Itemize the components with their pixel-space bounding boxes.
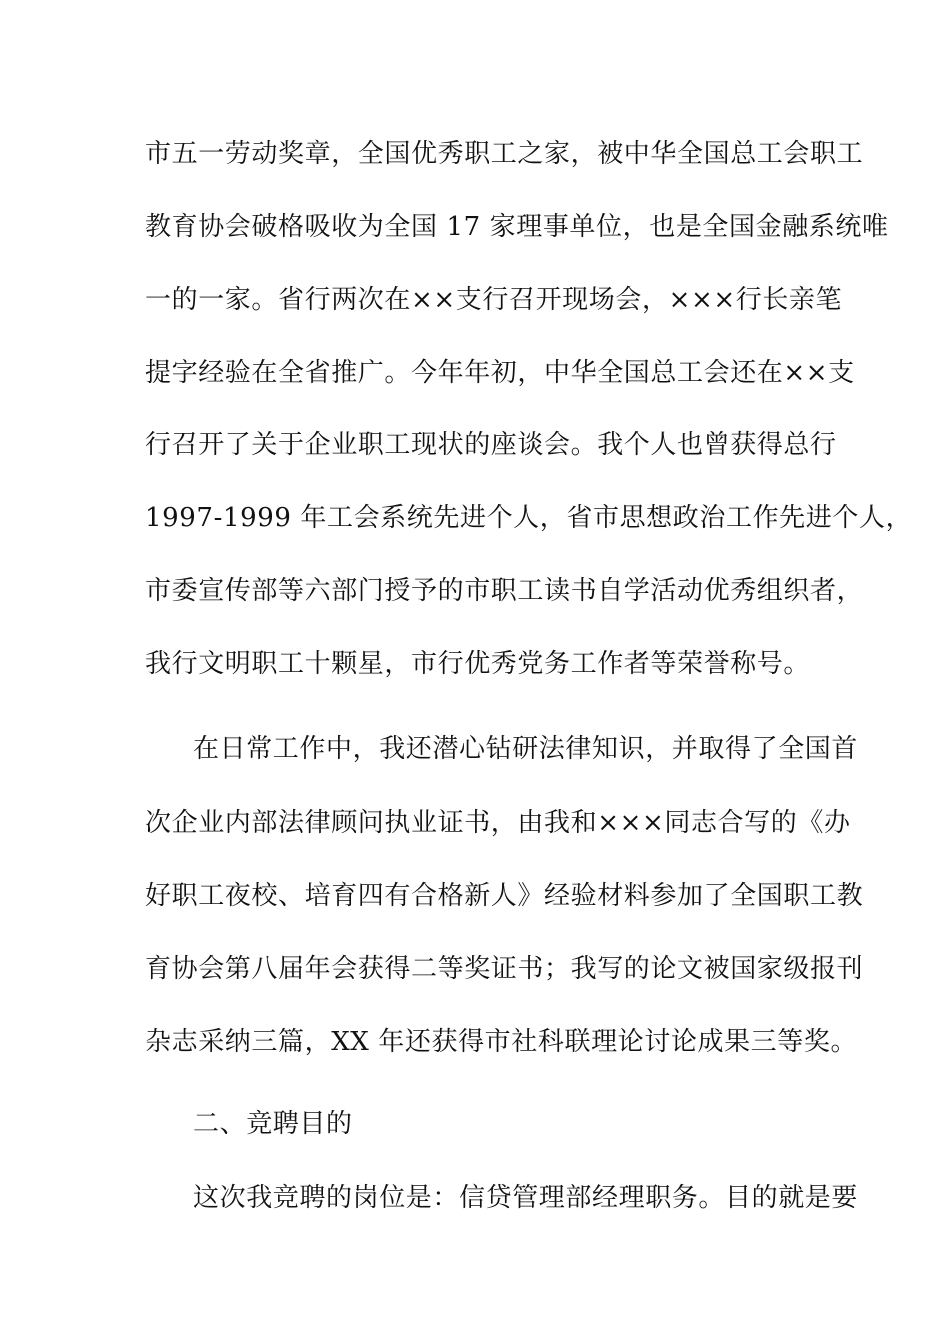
paragraph-line: 育协会第八届年会获得二等奖证书；我写的论文被国家级报刊 [145, 954, 864, 984]
paragraph-line: 市五一劳动奖章，全国优秀职工之家，被中华全国总工会职工 [145, 139, 864, 169]
paragraph-line: 教育协会破格吸收为全国 17 家理事单位，也是全国金融系统唯 [145, 212, 889, 242]
paragraph-line: 杂志采纳三篇，XX 年还获得市社科联理论讨论成果三等奖。 [145, 1027, 858, 1057]
paragraph-line: 这次我竞聘的岗位是：信贷管理部经理职务。目的就是要 [193, 1183, 859, 1213]
paragraph-line: 一的一家。省行两次在××支行召开现场会，×××行长亲笔 [145, 285, 843, 315]
paragraph-line: 我行文明职工十颗星，市行优秀党务工作者等荣誉称号。 [145, 649, 811, 679]
paragraph-line: 次企业内部法律顾问执业证书，由我和×××同志合写的《办 [145, 808, 851, 838]
paragraph-line: 1997-1999 年工会系统先进个人，省市思想政治工作先进个人， [145, 503, 913, 533]
paragraph-line: 行召开了关于企业职工现状的座谈会。我个人也曾获得总行 [145, 430, 837, 460]
section-heading: 二、竞聘目的 [193, 1109, 353, 1139]
paragraph-line: 市委宣传部等六部门授予的市职工读书自学活动优秀组织者， [145, 576, 864, 606]
paragraph-line: 好职工夜校、培育四有合格新人》经验材料参加了全国职工教 [145, 881, 864, 911]
paragraph-line: 在日常工作中，我还潜心钻研法律知识，并取得了全国首 [193, 734, 859, 764]
paragraph-line: 提字经验在全省推广。今年年初，中华全国总工会还在××支 [145, 358, 855, 388]
